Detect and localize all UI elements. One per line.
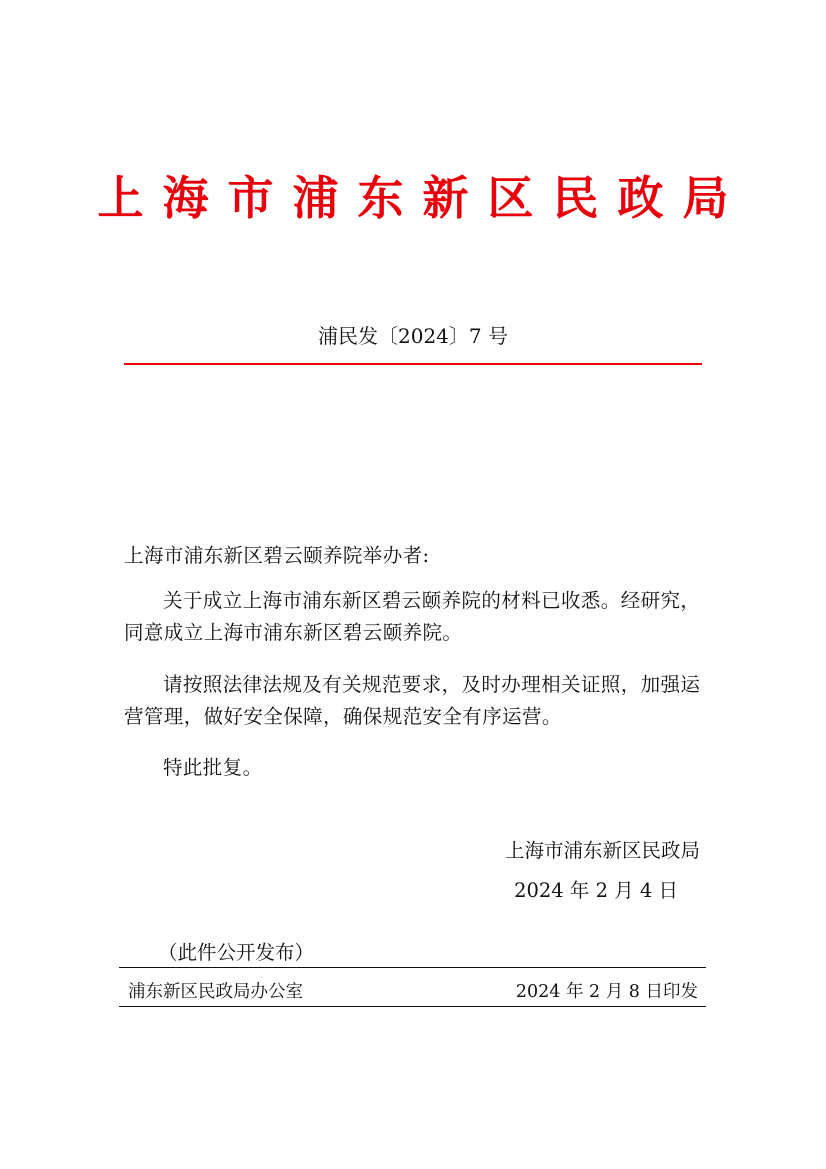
header-red-divider [124,363,702,365]
footer-bottom-divider [119,1006,706,1007]
signature-date: 2024 年 2 月 4 日 [514,879,678,902]
signature-organization: 上海市浦东新区民政局 [504,839,700,862]
document-number: 浦民发〔2024〕7 号 [318,324,508,348]
public-release-note: （此件公开发布） [158,941,315,964]
body-paragraph-requirements: 请按照法律法规及有关规范要求，及时办理相关证照，加强运营管理，做好安全保障，确保规范安全有序运营。 [124,673,701,728]
footer-issuing-office: 浦东新区民政局办公室 [128,982,303,1002]
body-paragraph-closing: 特此批复。 [163,756,263,779]
addressee-line: 上海市浦东新区碧云颐养院举办者: [124,544,430,567]
document-header-title: 上海市浦东新区民政局 [97,171,748,225]
body-paragraph-approval: 关于成立上海市浦东新区碧云颐养院的材料已收悉。经研究，同意成立上海市浦东新区碧云颐养院。 [124,589,701,644]
footer-print-date: 2024 年 2 月 8 日印发 [515,982,698,1002]
footer-top-divider [119,967,706,968]
